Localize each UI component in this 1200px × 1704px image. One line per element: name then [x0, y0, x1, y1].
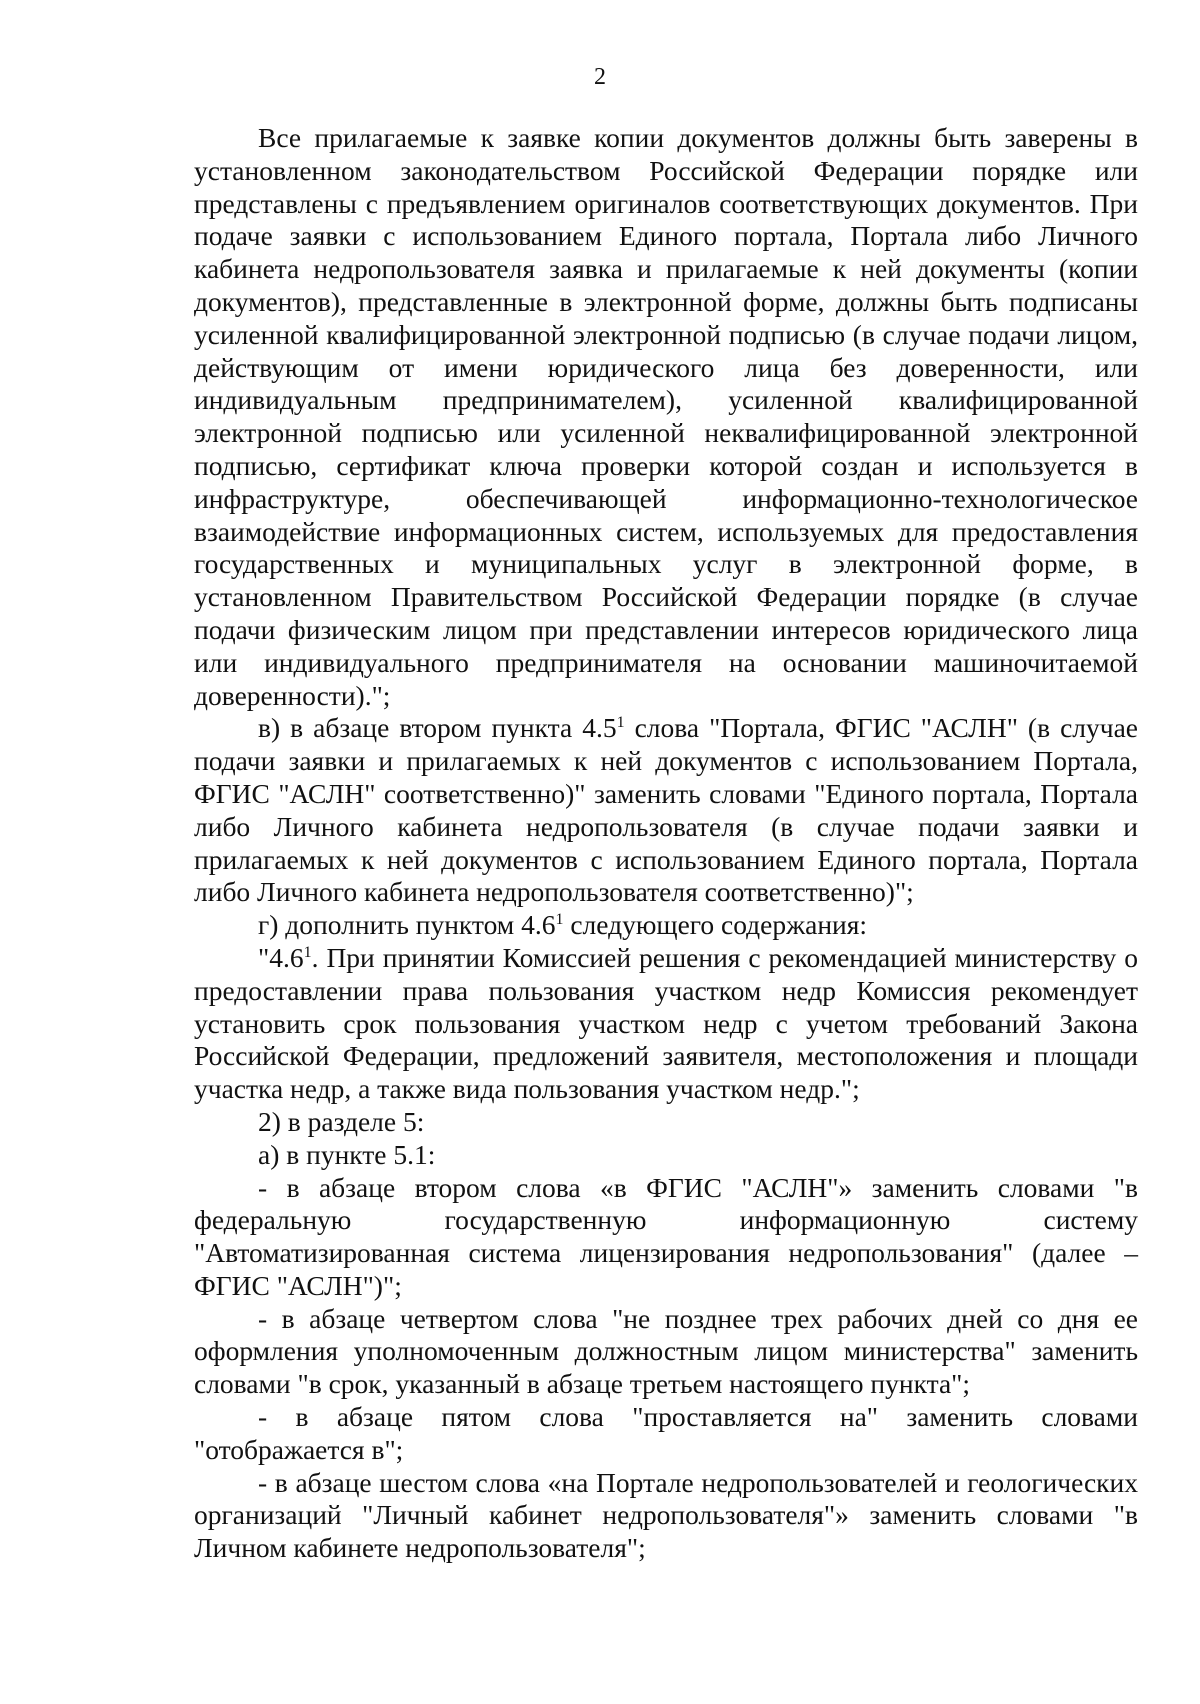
- paragraph-section-5: 2) в разделе 5:: [258, 1105, 425, 1137]
- paragraph-clause-before: "4.6: [258, 941, 304, 973]
- paragraph-item-v-before: в) в абзаце втором пункта 4.5: [258, 712, 617, 744]
- paragraph-point-5-1: а) в пункте 5.1:: [258, 1138, 436, 1170]
- paragraph-abzac-fifth: - в абзаце пятом слова "проставляется на" заменить словами "отображается в";: [194, 1401, 1138, 1465]
- superscript-1: 1: [616, 714, 625, 732]
- superscript-1: 1: [555, 910, 564, 928]
- paragraph-item-v-after: слова "Портала, ФГИС "АСЛН" (в случае подачи заявки и прилагаемых к ней документов с использованием Портала, ФГИС "АСЛН" соответственно)" заменить словами "Единого портала, Портала либо Личного кабинета недропользователя (в случае подачи заявки и прилагаемых к ней документов с использованием Единого портала, Портала либо Личного кабинета недропользователя соответственно)";: [194, 712, 1139, 908]
- page-number: 2: [594, 64, 606, 90]
- paragraph-abzac-second: - в абзаце втором слова «в ФГИС "АСЛН"» заменить словами "в федеральную государственную информационную систему "Автоматизированная система лицензирования недропользования" (далее – ФГИС "АСЛН")";: [194, 1171, 1138, 1301]
- paragraph-item-g-before: г) дополнить пунктом 4.6: [258, 909, 556, 941]
- paragraph-documents-certification: Все прилагаемые к заявке копии документов должны быть заверены в установленном законодательством Российской Федерации порядке или представлены с предъявлением оригиналов соответствующих документов. При подаче заявки с использованием Единого портала, Портала либо Личного кабинета недропользователя заявка и прилагаемые к ней документы (копии документов), представленные в электронной форме, должны быть подписаны усиленной квалифицированной электронной подписью (в случае подачи лицом, действующим от имени юридического лица без доверенности, или индивидуальным предпринимателем), усиленной квалифицированной электронной подписью или усиленной неквалифицированной электронной подписью, сертификат ключа проверки которой создан и используется в инфраструктуре, обеспечивающей информационно-технологическое взаимодействие информационных систем, используемых для предоставления государственных и муниципальных услуг в электронной форме, в установленном Правительством Российской Федерации порядке (в случае подачи физическим лицом при представлении интересов юридического лица или индивидуального предпринимателя на основании машиночитаемой доверенности).";: [194, 122, 1138, 711]
- paragraph-item-g-after: следующего содержания:: [563, 909, 868, 941]
- paragraph-clause-4-6-1: [194, 942, 1138, 1106]
- paragraph-abzac-fourth: - в абзаце четвертом слова "не позднее трех рабочих дней со дня ее оформления уполномоченным должностным лицом министерства" заменить словами "в срок, указанный в абзаце третьем настоящего пункта";: [194, 1302, 1138, 1400]
- paragraph-clause-after: . При принятии Комиссией решения с рекомендацией министерству о предоставлении права пользования участком недр Комиссия рекомендует установить срок пользования участком недр с учетом требований Закона Российской Федерации, предложений заявителя, местоположения и площади участка недр, а также вида пользования участком недр.";: [194, 941, 1138, 1105]
- paragraph-item-g: [194, 909, 1138, 942]
- superscript-1: 1: [303, 943, 312, 961]
- paragraph-abzac-sixth: - в абзаце шестом слова «на Портале недропользователей и геологических организаций "Личный кабинет недропользователя"» заменить словами "в Личном кабинете недропользователя";: [194, 1466, 1138, 1564]
- document-body: [194, 122, 1138, 1565]
- paragraph-item-v: [194, 712, 1138, 909]
